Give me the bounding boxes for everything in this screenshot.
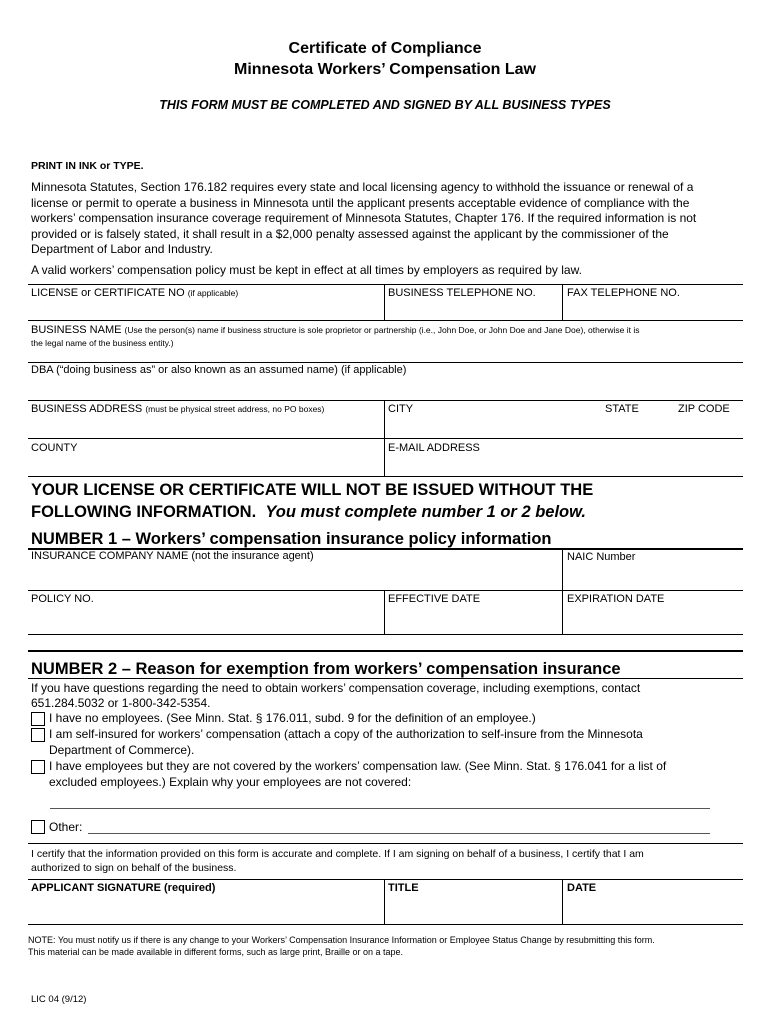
city-input[interactable] xyxy=(388,419,598,435)
business-name-label-text: BUSINESS NAME xyxy=(31,324,122,336)
questions-line2: 651.284.5032 or 1-800-342-5354. xyxy=(31,696,211,710)
signature-label: APPLICANT SIGNATURE (required) xyxy=(31,882,216,894)
divider xyxy=(28,650,743,652)
warning-line2 xyxy=(31,503,586,522)
zip-input[interactable] xyxy=(678,419,740,435)
no-employees-label: I have no employees. (See Minn. Stat. § 176.011, subd. 9 for the definition of an employee.) xyxy=(49,711,536,725)
certify-line: I certify that the information provided on this form is accurate and complete. If I am signing on behalf of a business, I certify that I am xyxy=(31,848,644,860)
phone-input[interactable] xyxy=(388,302,558,318)
state-input[interactable] xyxy=(605,419,665,435)
warning-bold: FOLLOWING INFORMATION. xyxy=(31,503,257,521)
statute-line: Department of Labor and Industry. xyxy=(31,242,213,256)
license-label-text: LICENSE or CERTIFICATE NO xyxy=(31,287,185,299)
other-label: Other: xyxy=(49,820,83,834)
divider xyxy=(562,590,563,634)
questions-line1: If you have questions regarding the need to obtain workers’ compensation coverage, including exemptions, contact xyxy=(31,681,641,695)
county-label: COUNTY xyxy=(31,442,78,454)
email-input[interactable] xyxy=(388,458,738,474)
divider xyxy=(28,843,743,844)
divider xyxy=(384,590,385,634)
divider xyxy=(28,590,743,591)
divider xyxy=(28,438,743,439)
no-employees-checkbox[interactable] xyxy=(31,712,45,726)
statute-line: license or permit to operate a business in Minnesota until the applicant presents acceptable evidence of compliance with the xyxy=(31,195,690,210)
expiration-label: EXPIRATION DATE xyxy=(567,593,665,605)
address-label-text: BUSINESS ADDRESS xyxy=(31,403,143,415)
fax-label: FAX TELEPHONE NO. xyxy=(567,287,680,299)
divider xyxy=(28,320,743,321)
divider xyxy=(28,400,743,401)
form-subtitle: THIS FORM MUST BE COMPLETED AND SIGNED BY ALL BUSINESS TYPES xyxy=(159,98,611,112)
statute-paragraph xyxy=(31,180,743,258)
effective-input[interactable] xyxy=(388,612,558,630)
other-input[interactable] xyxy=(92,818,708,832)
not-covered-label-cont: excluded employees.) Explain why your employees are not covered: xyxy=(49,775,412,789)
policy-note: A valid workers’ compensation policy must be kept in effect at all times by employers as required by law. xyxy=(31,263,582,277)
divider xyxy=(28,362,743,363)
policy-input[interactable] xyxy=(31,612,379,630)
address-input[interactable] xyxy=(31,419,379,435)
address-sublabel: (must be physical street address, no PO boxes) xyxy=(145,404,325,414)
city-label: CITY xyxy=(388,403,414,415)
divider xyxy=(28,284,743,285)
signature-input[interactable] xyxy=(31,900,379,920)
divider xyxy=(28,924,743,925)
divider xyxy=(384,879,385,924)
business-name-sublabel: (Use the person(s) name if business structure is sole proprietor or partnership (i.e., John Doe, or John Doe and Jane Doe), otherwise it is xyxy=(124,325,640,335)
license-label xyxy=(31,287,238,299)
divider xyxy=(562,879,563,924)
title-input[interactable] xyxy=(388,900,558,920)
print-note: PRINT IN INK or TYPE. xyxy=(31,160,144,172)
state-label: STATE xyxy=(605,403,639,415)
statute-line: Minnesota Statutes, Section 176.182 requires every state and local licensing agency to withhold the issuance or renewal of a xyxy=(31,180,694,194)
self-insured-checkbox[interactable] xyxy=(31,728,45,742)
email-label: E-MAIL ADDRESS xyxy=(388,442,480,454)
business-name-label xyxy=(31,324,743,350)
not-covered-checkbox[interactable] xyxy=(31,760,45,774)
self-insured-label-cont: Department of Commerce). xyxy=(49,743,195,757)
dba-input[interactable] xyxy=(31,380,739,396)
insurer-input[interactable] xyxy=(31,568,556,586)
other-checkbox[interactable] xyxy=(31,820,45,834)
self-insured-label: I am self-insured for workers’ compensation (attach a copy of the authorization to self-insure from the Minnesota xyxy=(49,727,643,741)
divider xyxy=(28,678,743,679)
naic-label: NAIC Number xyxy=(567,551,636,563)
expiration-input[interactable] xyxy=(567,612,739,630)
form-title-line1: Certificate of Compliance xyxy=(288,40,482,57)
form-title-line2: Minnesota Workers’ Compensation Law xyxy=(234,61,536,78)
footer-note-line: NOTE: You must notify us if there is any change to your Workers’ Compensation Insurance Information or Employee Status Change by resubmitting this form. xyxy=(28,935,655,945)
divider xyxy=(562,548,563,590)
certify-line: authorized to sign on behalf of the business. xyxy=(31,862,237,874)
business-name-input[interactable] xyxy=(31,348,739,362)
title-label: TITLE xyxy=(388,882,419,894)
date-input[interactable] xyxy=(567,900,739,920)
other-underline xyxy=(88,833,710,834)
warning-italic: You must complete number 1 or 2 below. xyxy=(265,503,586,521)
zip-label: ZIP CODE xyxy=(678,403,730,415)
naic-input[interactable] xyxy=(567,568,739,586)
warning-line1: YOUR LICENSE OR CERTIFICATE WILL NOT BE ISSUED WITHOUT THE xyxy=(31,481,594,499)
form-id: LIC 04 (9/12) xyxy=(31,994,87,1005)
certify-text xyxy=(31,847,644,875)
statute-line: workers’ compensation insurance coverage requirement of Minnesota Statutes, Chapter 176. If the required information is not xyxy=(31,211,697,225)
explanation-underline xyxy=(50,808,710,809)
footer-note xyxy=(28,934,655,958)
footer-note-line: This material can be made available in different forms, such as large print, Braille or on a tape. xyxy=(28,947,404,957)
effective-label: EFFECTIVE DATE xyxy=(388,593,481,605)
statute-line: provided or is falsely stated, it shall result in a $2,000 penalty assessed against the applicant by the commissioner of the xyxy=(31,226,669,241)
insurer-label: INSURANCE COMPANY NAME (not the insurance agent) xyxy=(31,550,314,562)
fax-input[interactable] xyxy=(567,302,739,318)
not-covered-label: I have employees but they are not covered by the workers’ compensation law. (See Minn. Stat. § 176.041 for a list of xyxy=(49,759,667,773)
number1-heading: NUMBER 1 – Workers’ compensation insurance policy information xyxy=(31,530,552,548)
date-label: DATE xyxy=(567,882,597,894)
license-input[interactable] xyxy=(31,302,379,318)
phone-label: BUSINESS TELEPHONE NO. xyxy=(388,287,536,299)
number2-heading: NUMBER 2 – Reason for exemption from workers’ compensation insurance xyxy=(31,660,621,678)
policy-label: POLICY NO. xyxy=(31,593,94,605)
business-name-sublabel: the legal name of the business entity.) xyxy=(31,338,174,348)
county-input[interactable] xyxy=(31,458,379,474)
address-label xyxy=(31,403,324,415)
not-covered-explanation-input[interactable] xyxy=(50,793,708,807)
dba-label: DBA (“doing business as” or also known as an assumed name) (if applicable) xyxy=(31,364,407,376)
divider xyxy=(28,476,743,477)
license-sublabel: (if applicable) xyxy=(187,288,239,298)
divider xyxy=(28,879,743,880)
divider xyxy=(28,634,743,635)
divider xyxy=(384,284,385,320)
divider xyxy=(562,284,563,320)
